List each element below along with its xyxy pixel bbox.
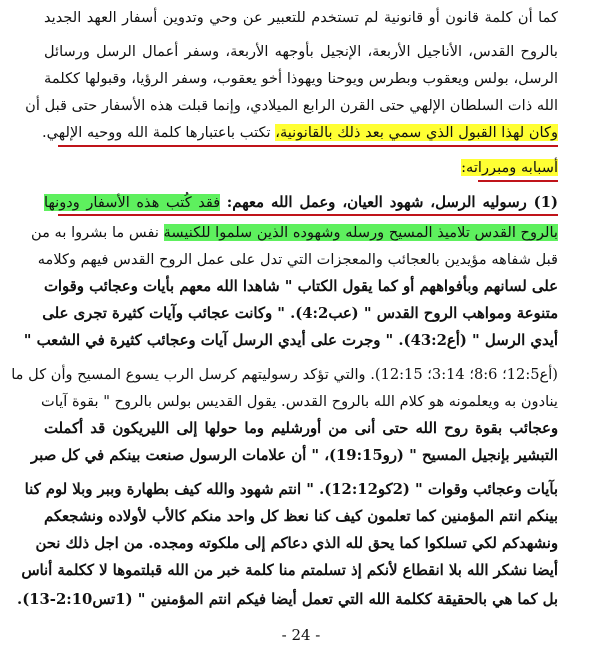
paragraph-line: متنوعة ومواهب الروح القدس " (عب4:2). " وكانت عجائب وآيات كثيرة تجرى على — [42, 305, 558, 322]
paragraph-line: وعجائب بقوة روح الله حتى أنى من أورشليم وما حولها إلى الليريكون قد أكملت — [44, 420, 558, 437]
paragraph-line: بآيات وعجائب وقوات " (2كو12:12). " انتم شهود والله كيف بطهارة وببر وبلا لوم كنا — [24, 481, 558, 498]
point-heading-line — [44, 193, 558, 213]
paragraph-line: كما أن كلمة قانون أو قانونية لم تستخدم للتعبير عن وحي وتدوين أسفار العهد الجديد — [44, 9, 558, 26]
paragraph-line: أيدي الرسل " (أع43:2). " وجرت على أيدي الرسل آيات وعجائب كثيرة في الشعب " — [23, 332, 558, 349]
red-underline — [58, 145, 558, 147]
paragraph-line: ونشهدكم لكي تسلكوا كما يحق لله الذي دعاكم إلى ملكوته ومجده. من اجل ذلك نحن — [35, 535, 558, 552]
highlighted-phrase: أسبابه ومبرراته: — [461, 159, 558, 176]
paragraph-line: (أع12:5؛ 8:6؛ 3:14؛ 12:15). والتي تؤكد رسوليتهم كرسل الرب يسوع المسيح وأن كل ما — [11, 366, 558, 383]
paragraph-line: بالروح القدس، الأناجيل الأربعة، الإنجيل بأوجهه الأربعة، وسفر أعمال الرسل ورسائل — [44, 43, 558, 60]
paragraph-line: ينادون به ويعلمونه هو كلام الله بالروح القدس. يقول القديس بولس بالروح " بقوة آيات — [41, 393, 558, 410]
paragraph-line: قبل شفاهه مؤيدين بالعجائب والمعجزات التي تدل على عمل الروح القدس فيهم وكلامه — [37, 251, 558, 268]
paragraph-line: على لسانهم وبأفواههم أو كما يقول الكتاب " شاهدا الله معهم بأيات وعجائب وقوات — [44, 278, 558, 295]
paragraph-line: أيضا نشكر الله بلا انقطاع لأنكم إذ تسلمتم منا كلمة خبر من الله قبلتموها لا ككلمة أناس — [21, 562, 558, 579]
paragraph-line — [44, 158, 558, 178]
paragraph-line: التبشير بإنجيل المسيح " (رو19:15)، " أن علامات الرسول صنعت بينكم في كل صبر — [30, 447, 558, 464]
plain-sentence: تكتب باعتبارها كلمة الله ووحيه الإلهي. — [41, 124, 271, 141]
highlighted-phrase: فقد كُتب هذه الأسفار ودونها — [44, 194, 221, 211]
page-number: - 24 - — [281, 626, 321, 644]
red-underline — [478, 180, 558, 182]
paragraph-line: بينكم انتم المؤمنين كما تعلمون كيف كنا نعظ كل واحد منكم كالأب لأولاده ونشجعكم — [44, 508, 558, 525]
paragraph-line — [41, 123, 558, 143]
point-heading: (1) رسوليه الرسل، شهود العيان، وعمل الله معهم: — [226, 194, 558, 211]
red-underline — [58, 214, 558, 216]
highlighted-sentence: وكان لهذا القبول الذي سمي بعد ذلك بالقانونية، — [275, 124, 558, 141]
paragraph-line: بل كما هي بالحقيقة ككلمة الله التي تعمل أيضا فيكم انتم المؤمنين " (1تس2:10-13). — [17, 591, 558, 608]
paragraph-line: الله ذات السلطان الإلهي حتى القرن الرابع الميلادي، وإنما قبلت هذه الأسفار حتى قبل أن — [25, 97, 558, 114]
paragraph-line — [30, 223, 558, 243]
plain-text: نفس ما بشروا به من — [30, 224, 159, 241]
highlighted-phrase: بالروح القدس تلاميذ المسيح ورسله وشهوده الذين سلموا للكنيسة — [163, 224, 558, 241]
paragraph-line: الرسل، بولس ويعقوب وبطرس ويوحنا ويهوذا أخو يعقوب، وسفر الرؤيا، وقبولها ككلمة — [44, 70, 558, 87]
